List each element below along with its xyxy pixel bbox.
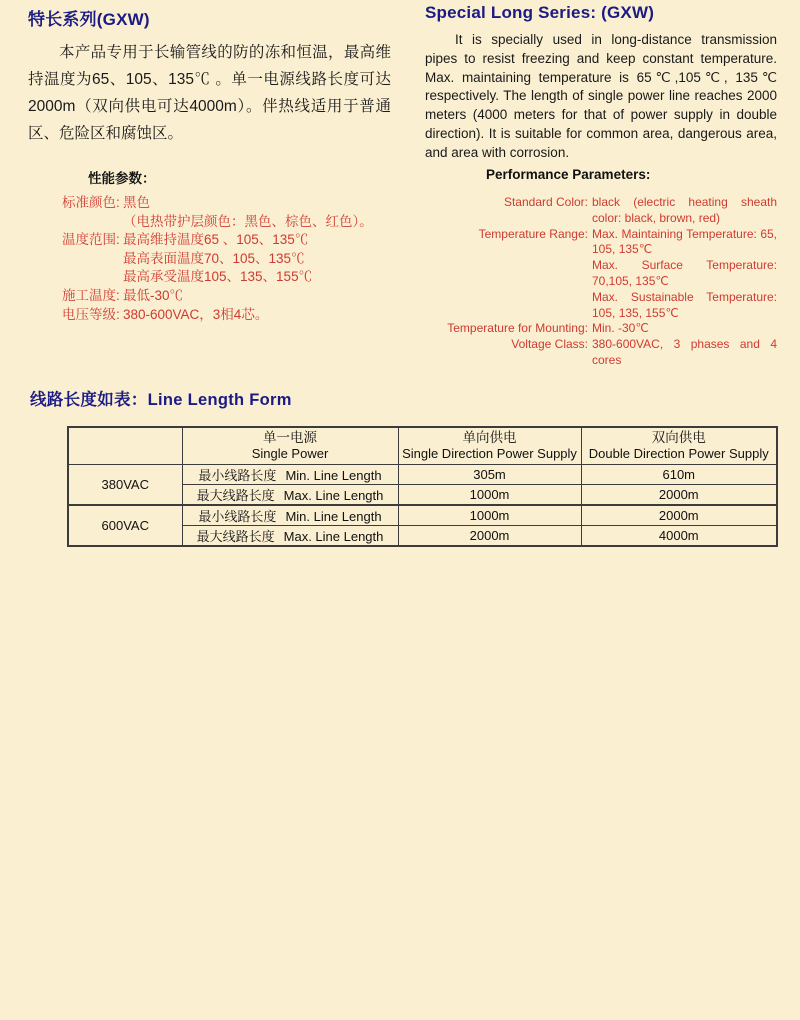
param-value: 380-600VAC，3相4芯。 bbox=[123, 306, 269, 322]
line-length-heading-en: Line Length Form bbox=[147, 391, 292, 409]
table-header-row bbox=[68, 427, 777, 464]
value-cell-double: 610m bbox=[581, 464, 777, 484]
param-row-mounting-temp-en bbox=[400, 321, 777, 337]
line-length-table bbox=[67, 426, 778, 547]
row-label-cell: 最大线路长度 Max. Line Length bbox=[182, 484, 398, 505]
param-row-temperature-range-cn bbox=[62, 231, 394, 287]
value-cell-double: 2000m bbox=[581, 484, 777, 505]
table-row bbox=[68, 505, 777, 526]
section-cn bbox=[28, 5, 391, 147]
param-row-temperature-range-en bbox=[400, 227, 777, 322]
row-label-cell: 最小线路长度 Min. Line Length bbox=[182, 464, 398, 484]
param-value: 380-600VAC, 3 phases and 4 cores bbox=[592, 337, 777, 367]
param-value: Min. -30℃ bbox=[592, 321, 649, 336]
param-row-mounting-temp-cn bbox=[62, 287, 394, 306]
performance-heading-cn: 性能参数： bbox=[88, 171, 156, 186]
section-title-cn: 特长系列(GXW) bbox=[28, 10, 150, 29]
row-label-cell: 最小线路长度 Min. Line Length bbox=[182, 505, 398, 526]
param-label: Standard Color: bbox=[503, 195, 588, 209]
performance-list-cn bbox=[62, 194, 394, 324]
header-cell-double-direction: 双向供电 Double Direction Power Supply bbox=[581, 427, 777, 464]
intro-paragraph-en: It is specially used in long-distance transmission pipes to resist freezing and keep constant temperature. Max. maintaining temperature is 65℃,105℃, 135℃ respectively. The length of single power line reaches 2000 meters (4000 meters for that of power supply in double direction). It is suitable for common area, dangerous area, and area with corrosion. bbox=[425, 32, 777, 160]
voltage-cell-600vac: 600VAC bbox=[68, 505, 182, 546]
param-label: Temperature for Mounting: bbox=[447, 321, 588, 336]
param-value: black (electric heating sheath color: black, brown, red) bbox=[592, 195, 777, 225]
param-value: 黑色 （电热带护层颜色：黑色、棕色、红色）。 bbox=[123, 195, 373, 229]
row-label-cell: 最大线路长度 Max. Line Length bbox=[182, 525, 398, 546]
header-cell-voltage-blank bbox=[68, 427, 182, 464]
param-row-voltage-class-cn bbox=[62, 306, 394, 325]
section-title-en: Special Long Series: (GXW) bbox=[425, 3, 655, 22]
param-value: 最高维持温度65 、105、135℃ 最高表面温度70、105、135℃ 最高承受温度105、135、155℃ bbox=[123, 232, 313, 285]
value-cell-single: 305m bbox=[398, 464, 581, 484]
param-row-standard-color-cn bbox=[62, 194, 394, 231]
voltage-cell-380vac: 380VAC bbox=[68, 464, 182, 505]
param-label: 电压等级: bbox=[62, 306, 120, 322]
intro-paragraph-cn: 本产品专用于长输管线的防的冻和恒温，最高维持温度为65、105、135℃ 。单一电源线路长度可达2000m（双向供电可达4000m）。伴热线适用于普通区、危险区和腐蚀区。 bbox=[28, 44, 391, 142]
line-length-heading bbox=[30, 386, 292, 410]
performance-list-en bbox=[400, 195, 777, 369]
header-cell-single-direction: 单向供电 Single Direction Power Supply bbox=[398, 427, 581, 464]
value-cell-single: 2000m bbox=[398, 525, 581, 546]
header-cell-single-power: 单一电源 Single Power bbox=[182, 427, 398, 464]
section-en bbox=[425, 3, 777, 163]
param-label: Temperature Range: bbox=[478, 226, 588, 241]
param-label: 标准颜色: bbox=[62, 195, 120, 210]
line-length-heading-cn: 线路长度如表： bbox=[30, 391, 148, 409]
param-value: Max. Maintaining Temperature: 65, 105, 135℃ Max. Surface Temperature: 70,105, 135℃ Max. Sustainable Temperature: 105, 135, 155℃ bbox=[592, 226, 777, 320]
value-cell-single: 1000m bbox=[398, 484, 581, 505]
value-cell-double: 2000m bbox=[581, 505, 777, 526]
param-label: Voltage Class: bbox=[511, 337, 588, 352]
performance-heading-en: Performance Parameters: bbox=[486, 167, 651, 182]
param-value: 最低-30℃ bbox=[123, 287, 184, 303]
table-row bbox=[68, 464, 777, 484]
param-label: 施工温度: bbox=[62, 287, 120, 303]
param-row-voltage-class-en bbox=[400, 337, 777, 369]
value-cell-double: 4000m bbox=[581, 525, 777, 546]
value-cell-single: 1000m bbox=[398, 505, 581, 526]
param-row-standard-color-en bbox=[400, 195, 777, 227]
param-label: 温度范围: bbox=[62, 232, 120, 248]
